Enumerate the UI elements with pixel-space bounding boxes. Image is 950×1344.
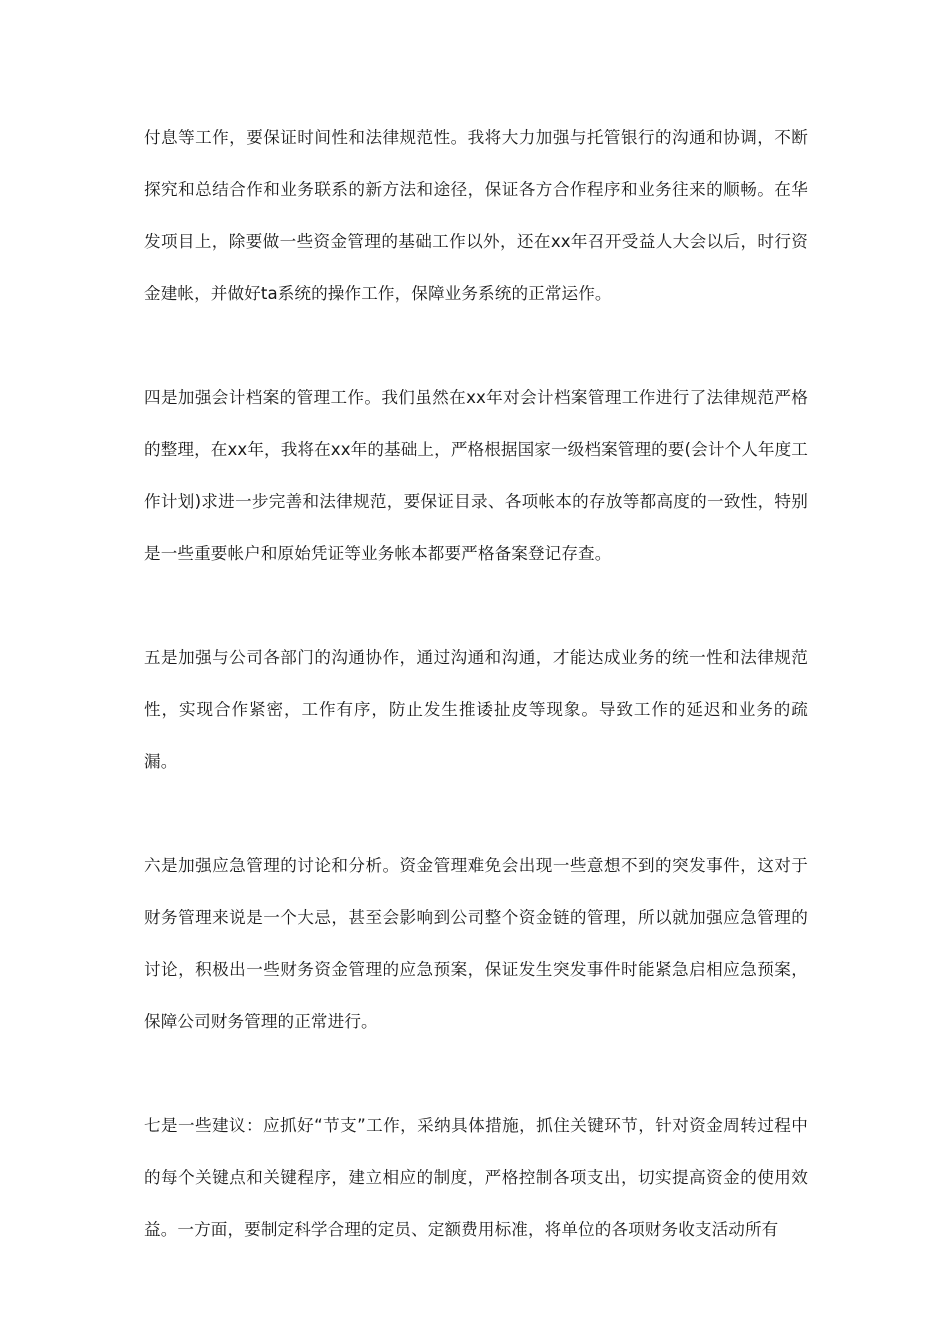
document-body: [144, 112, 808, 1256]
paragraph-3: 五是加强与公司各部门的沟通协作，通过沟通和沟通，才能达成业务的统一性和法律规范性，实现合作紧密，工作有序，防止发生推诿扯皮等现象。导致工作的延迟和业务的疏漏。: [144, 648, 808, 771]
paragraph-5: 七是一些建议：应抓好“节支”工作，采纳具体措施，抓住关键环节，针对资金周转过程中的每个关键点和关键程序，建立相应的制度，严格控制各项支出，切实提高资金的使用效益。一方面，要制定科学合理的定员、定额费用标准，将单位的各项财务收支活动所有: [144, 1116, 808, 1239]
paragraph-1: 付息等工作，要保证时间性和法律规范性。我将大力加强与托管银行的沟通和协调，不断探究和总结合作和业务联系的新方法和途径，保证各方合作程序和业务往来的顺畅。在华发项目上，除要做一些资金管理的基础工作以外，还在xx年召开受益人大会以后，时行资金建帐，并做好ta系统的操作工作，保障业务系统的正常运作。: [144, 128, 808, 303]
paragraph-2: 四是加强会计档案的管理工作。我们虽然在xx年对会计档案管理工作进行了法律规范严格的整理，在xx年，我将在xx年的基础上，严格根据国家一级档案管理的要(会计个人年度工作计划)求进一步完善和法律规范，要保证目录、各项帐本的存放等都高度的一致性，特别是一些重要帐户和原始凭证等业务帐本都要严格备案登记存查。: [144, 388, 808, 563]
paragraph-4: 六是加强应急管理的讨论和分析。资金管理难免会出现一些意想不到的突发事件，这对于财务管理来说是一个大忌，甚至会影响到公司整个资金链的管理，所以就加强应急管理的讨论，积极出一些财务资金管理的应急预案，保证发生突发事件时能紧急启相应急预案，保障公司财务管理的正常进行。: [144, 856, 808, 1031]
